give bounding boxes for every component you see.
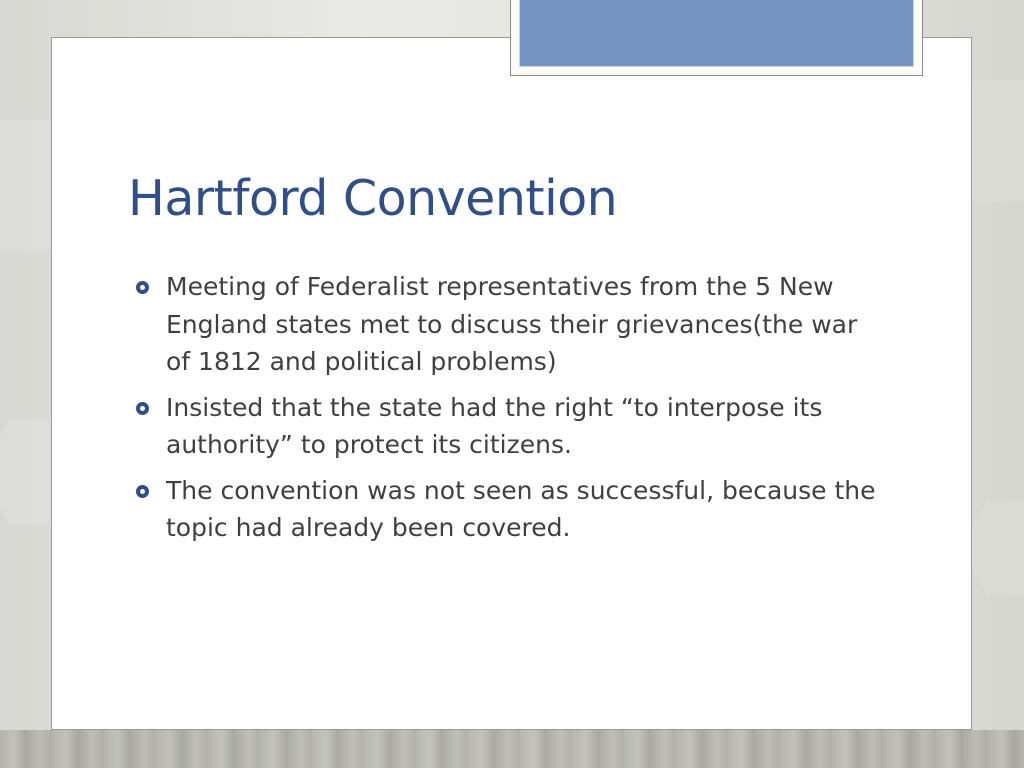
bullet-item (136, 389, 876, 464)
ring-bullet-icon (136, 402, 149, 415)
background-bottom-band (0, 730, 1024, 768)
decorative-header-fill (519, 0, 914, 67)
slide-title: Hartford Convention (128, 170, 618, 227)
bullet-text: Meeting of Federalist representatives from the 5 New England states met to discuss their grievances(the war of 1812 and political problems) (166, 272, 858, 376)
bullet-item (136, 472, 876, 547)
decorative-header-tab (510, 0, 923, 76)
ring-bullet-icon (136, 281, 149, 294)
bullet-list (136, 268, 876, 555)
ring-bullet-icon (136, 485, 149, 498)
bullet-item (136, 268, 876, 381)
bullet-text: Insisted that the state had the right “to interpose its authority” to protect its citizens. (166, 392, 823, 459)
bullet-text: The convention was not seen as successful, because the topic had already been covered. (166, 475, 876, 542)
